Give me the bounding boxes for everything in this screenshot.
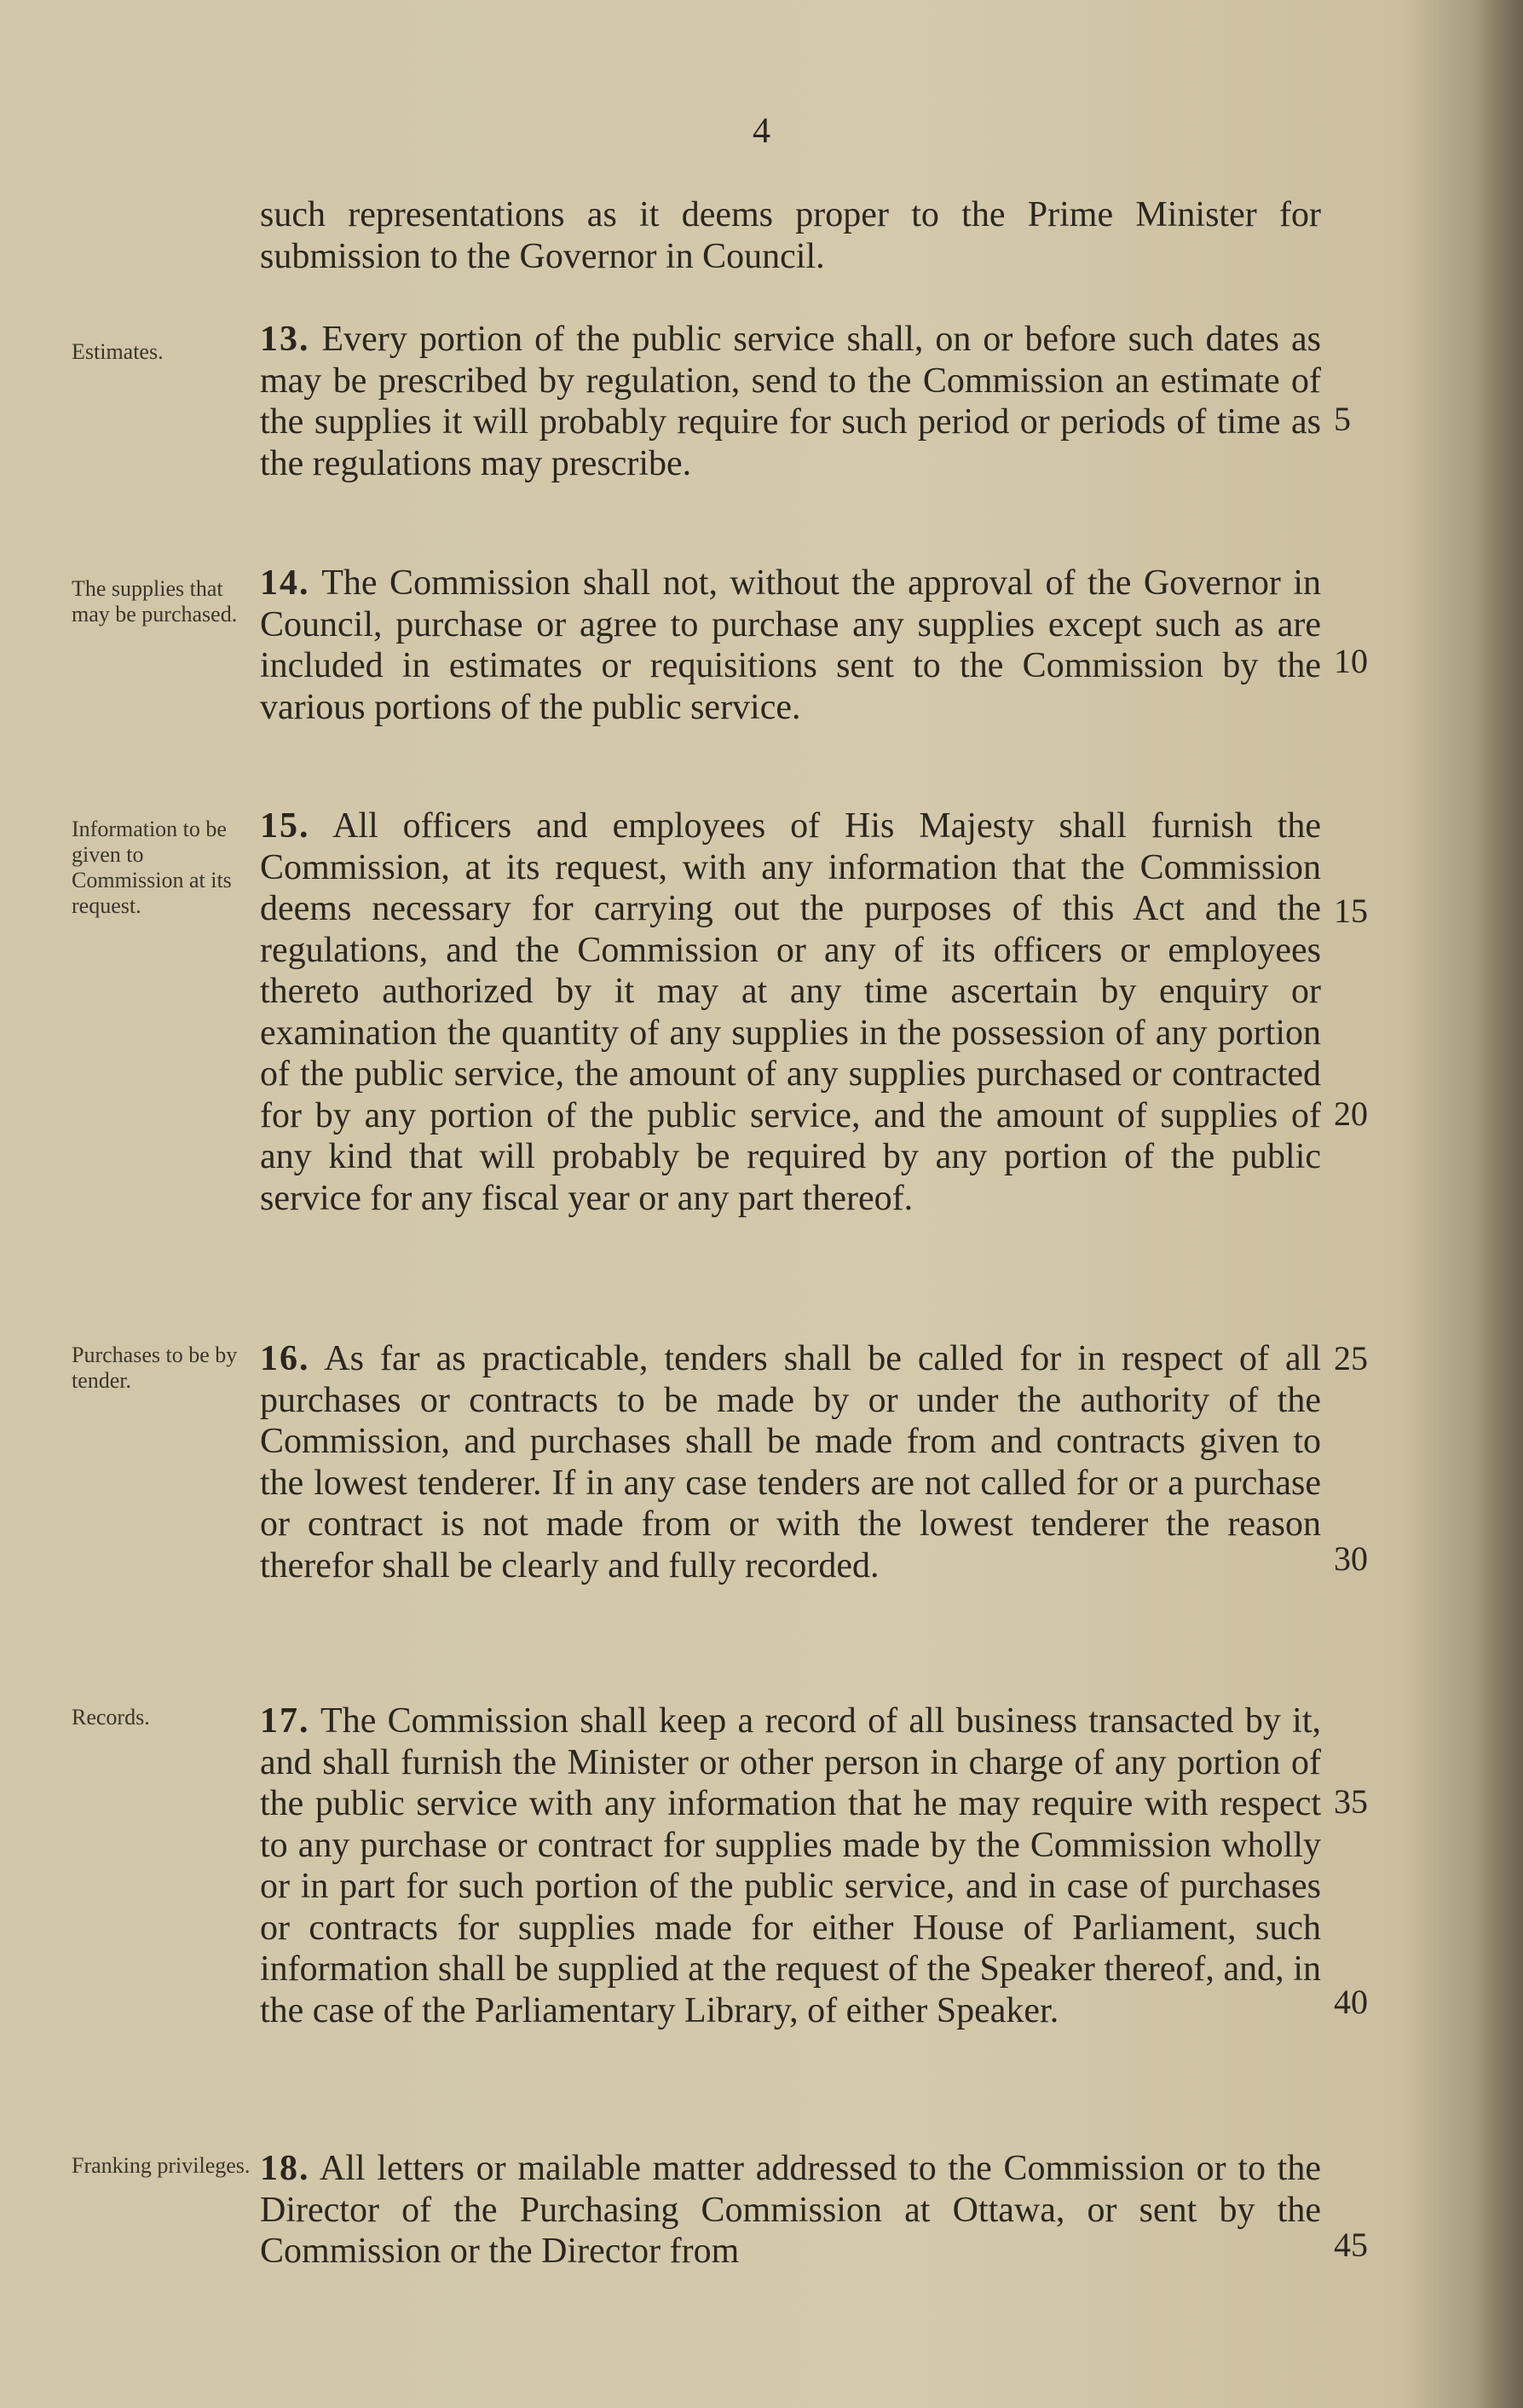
- section-15: [260, 806, 1321, 1219]
- section-number: 14.: [260, 563, 310, 603]
- section-text: The Commission shall not, without the approval of the Governor in Council, purchase or agree to purchase any supplies except such as are included in estimates or requisitions sent to the Commission by the various portions of the public service.: [260, 563, 1321, 727]
- section-text: All officers and employees of His Majesty shall furnish the Commission, at its request, with any information that the Commission deems necessary for carrying out the purposes of this Act and the regulations, and the Commission or any of its officers or employees thereto authorized by it may at any time ascertain by enquiry or examination the quantity of any supplies in the possession of any portion of the public service, the amount of any supplies purchased or contracted for by any portion of the public service, and the amount of supplies of any kind that will probably be required by any portion of the public service for any fiscal year or any part thereof.: [260, 806, 1321, 1218]
- section-number: 13.: [260, 320, 310, 359]
- section-text: As far as practicable, tenders shall be called for in respect of all purchases or contracts to be made by or under the authority of the Commission, and purchases shall be made from and contracts given to the lowest tenderer. If in any case tenders are not called for or a purchase or contract is not made from or with the lowest tenderer the reason therefor shall be clearly and fully recorded.: [260, 1339, 1321, 1585]
- margin-note-supplies: The supplies that may be purchased.: [72, 576, 238, 627]
- margin-note-purchases: Purchases to be by tender.: [72, 1343, 238, 1393]
- margin-note-estimates: Estimates.: [72, 339, 164, 364]
- line-number: 30: [1334, 1539, 1368, 1578]
- section-number: 18.: [260, 2149, 310, 2188]
- section-text: Every portion of the public service shall, on or before such dates as may be prescribed by regulation, send to the Commission an estimate of the supplies it will probably require for such period or periods of time as the regulations may prescribe.: [260, 320, 1321, 483]
- margin-note-franking: Franking privileges.: [72, 2153, 251, 2178]
- section-14: [260, 563, 1321, 728]
- margin-note-information: Information to be given to Commission at its request.: [72, 817, 232, 918]
- section-number: 17.: [260, 1701, 310, 1741]
- page-number: 4: [753, 112, 770, 151]
- section-number: 16.: [260, 1339, 310, 1378]
- intro-paragraph: such representations as it deems proper to the Prime Minister for submission to the Governor in Council.: [260, 195, 1321, 276]
- line-number: 5: [1334, 400, 1351, 438]
- section-18: [260, 2148, 1321, 2272]
- section-text: The Commission shall keep a record of all business transacted by it, and shall furnish the Minister or other person in charge of any portion of the public service with any information that he may require with respect to any purchase or contract for supplies made by the Commission wholly or in part for such portion of the public service, and in case of purchases or contracts for supplies made for either House of Parliament, such information shall be supplied at the request of the Speaker thereof, and, in the case of the Parliamentary Library, of either Speaker.: [260, 1701, 1321, 2030]
- page-edge-shadow: [1472, 0, 1523, 2408]
- line-number: 25: [1334, 1339, 1368, 1377]
- line-number: 10: [1334, 642, 1368, 680]
- line-number: 40: [1334, 1983, 1368, 2021]
- section-17: [260, 1701, 1321, 2031]
- line-number: 45: [1334, 2226, 1368, 2264]
- line-number: 20: [1334, 1094, 1368, 1133]
- section-13: [260, 319, 1321, 484]
- section-number: 15.: [260, 806, 310, 846]
- section-text: All letters or mailable matter addressed to the Commission or to the Director of the Purchasing Commission at Ottawa, or sent by the Commission or the Director from: [260, 2149, 1321, 2271]
- margin-note-records: Records.: [72, 1705, 150, 1729]
- line-number: 35: [1334, 1782, 1368, 1821]
- line-number: 15: [1334, 892, 1368, 930]
- section-16: [260, 1338, 1321, 1586]
